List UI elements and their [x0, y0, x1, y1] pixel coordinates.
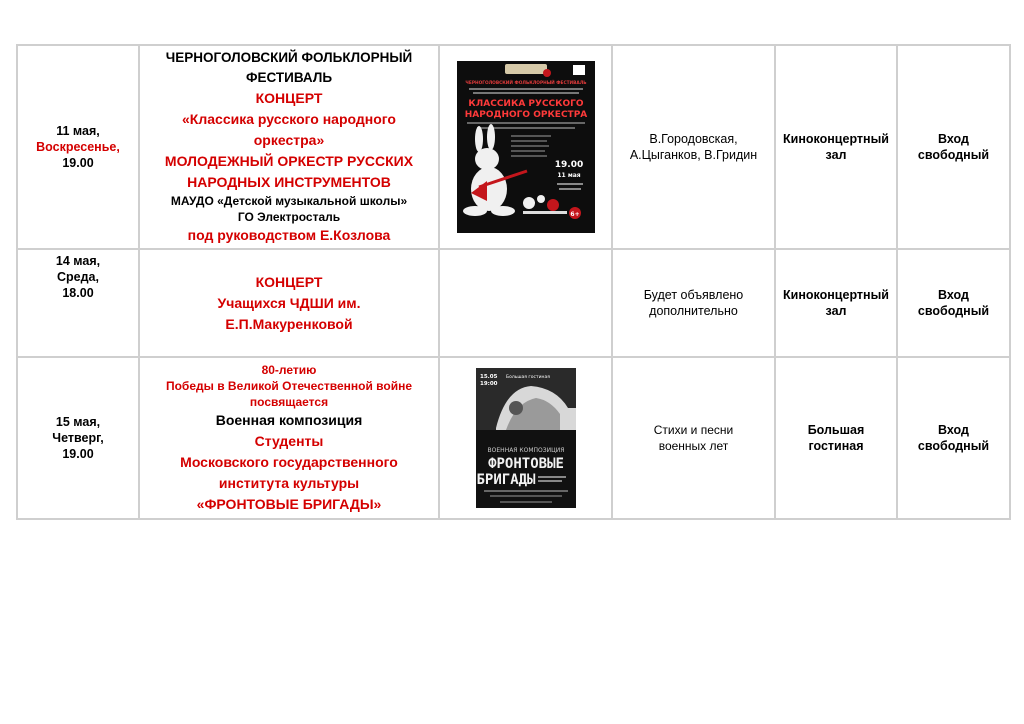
event-students: Студенты [254, 432, 324, 449]
festival-line: ФЕСТИВАЛЬ [245, 70, 333, 85]
event-weekday: Четверг, [52, 431, 104, 445]
event-weekday: Воскресенье, [36, 140, 120, 154]
event-date: 11 мая, [56, 124, 100, 138]
event-time: 18.00 [62, 286, 94, 300]
table-row [17, 45, 1010, 249]
poster-title-2: БРИГАДЫ [475, 472, 536, 488]
event-kind: КОНЦЕРТ [255, 90, 323, 106]
venue-cell: Большая гостиная [775, 357, 897, 519]
title-line: Е.П.Макуренковой [225, 315, 353, 332]
entry-cell: Вход свободный [897, 357, 1010, 519]
events-table [16, 44, 1011, 520]
school-line: МАУДО «Детской музыкальной школы» [170, 194, 408, 208]
poster-venue: Большая гостиная [505, 375, 550, 380]
school-name [144, 193, 434, 225]
poster-time: 19.00 [554, 160, 583, 170]
anniversary-text [144, 362, 434, 410]
poster-date: 11 мая [556, 172, 581, 179]
event-kind: КОНЦЕРТ [255, 273, 323, 290]
table-row [17, 249, 1010, 357]
venue-cell: Киноконцертный зал [775, 249, 897, 357]
poster-title-1: КЛАССИКА РУССКОГО [467, 99, 584, 109]
group-name: «ФРОНТОВЫЕ БРИГАДЫ» [196, 495, 382, 512]
event-date: 14 мая, [55, 254, 101, 268]
performers-cell: Стихи и песни военных лет [612, 357, 775, 519]
institute-line: Московского государственного [180, 453, 398, 470]
title-line: оркестра» [253, 132, 325, 148]
title-line: Учащихся ЧДШИ им. [217, 294, 361, 311]
institute-name [144, 452, 434, 494]
event-title [144, 109, 434, 151]
festival-line: ЧЕРНОГОЛОВСКИЙ ФОЛЬКЛОРНЫЙ [165, 50, 413, 65]
poster-date: 15.05 [479, 374, 497, 380]
title-line: «Классика русского народного [182, 111, 396, 127]
date-cell [17, 357, 139, 519]
school-line: ГО Электросталь [237, 210, 341, 224]
poster-cell [439, 45, 612, 249]
performers-cell: Будет объявлено дополнительно [612, 249, 775, 357]
date-cell [17, 249, 139, 357]
anniversary-line: Победы в Великой Отечественной войне [165, 378, 413, 393]
event-title [144, 293, 434, 335]
entry-cell: Вход свободный [897, 45, 1010, 249]
poster-time: 19:00 [479, 381, 498, 387]
event-cell [139, 249, 439, 357]
event-weekday: Среда, [57, 270, 99, 284]
event-date: 15 мая, [55, 415, 101, 429]
event-cell [139, 45, 439, 249]
venue-cell: Киноконцертный зал [775, 45, 897, 249]
anniversary-line: 80-летию [261, 362, 317, 377]
poster-age: 6+ [569, 211, 580, 218]
poster-subtitle: ВОЕННАЯ КОМПОЗИЦИЯ [487, 447, 564, 454]
entry-cell: Вход свободный [897, 249, 1010, 357]
poster-header: ЧЕРНОГОЛОВСКИЙ ФОЛЬКЛОРНЫЙ ФЕСТИВАЛЬ [464, 81, 587, 86]
war-poster [476, 368, 576, 508]
event-time: 19.00 [62, 156, 94, 170]
poster-cell [439, 249, 612, 357]
concert-poster [457, 61, 595, 233]
ensemble-line: МОЛОДЕЖНЫЙ ОРКЕСТР РУССКИХ [164, 153, 414, 169]
poster-title-2: НАРОДНОГО ОРКЕСТРА [464, 110, 587, 120]
ensemble-line: НАРОДНЫХ ИНСТРУМЕНТОВ [187, 174, 391, 190]
performers-cell: В.Городовская, А.Цыганков, В.Гридин [612, 45, 775, 249]
event-cell [139, 357, 439, 519]
table-row [17, 357, 1010, 519]
event-director: под руководством Е.Козлова [187, 227, 391, 243]
poster-title-1: ФРОНТОВЫЕ [487, 456, 564, 472]
poster-cell [439, 357, 612, 519]
date-cell [17, 45, 139, 249]
institute-line: института культуры [218, 474, 360, 491]
ensemble-name [144, 151, 434, 193]
anniversary-line: посвящается [249, 394, 329, 409]
event-time: 19.00 [62, 447, 94, 461]
festival-title [144, 48, 434, 88]
event-kind: Военная композиция [215, 411, 363, 428]
